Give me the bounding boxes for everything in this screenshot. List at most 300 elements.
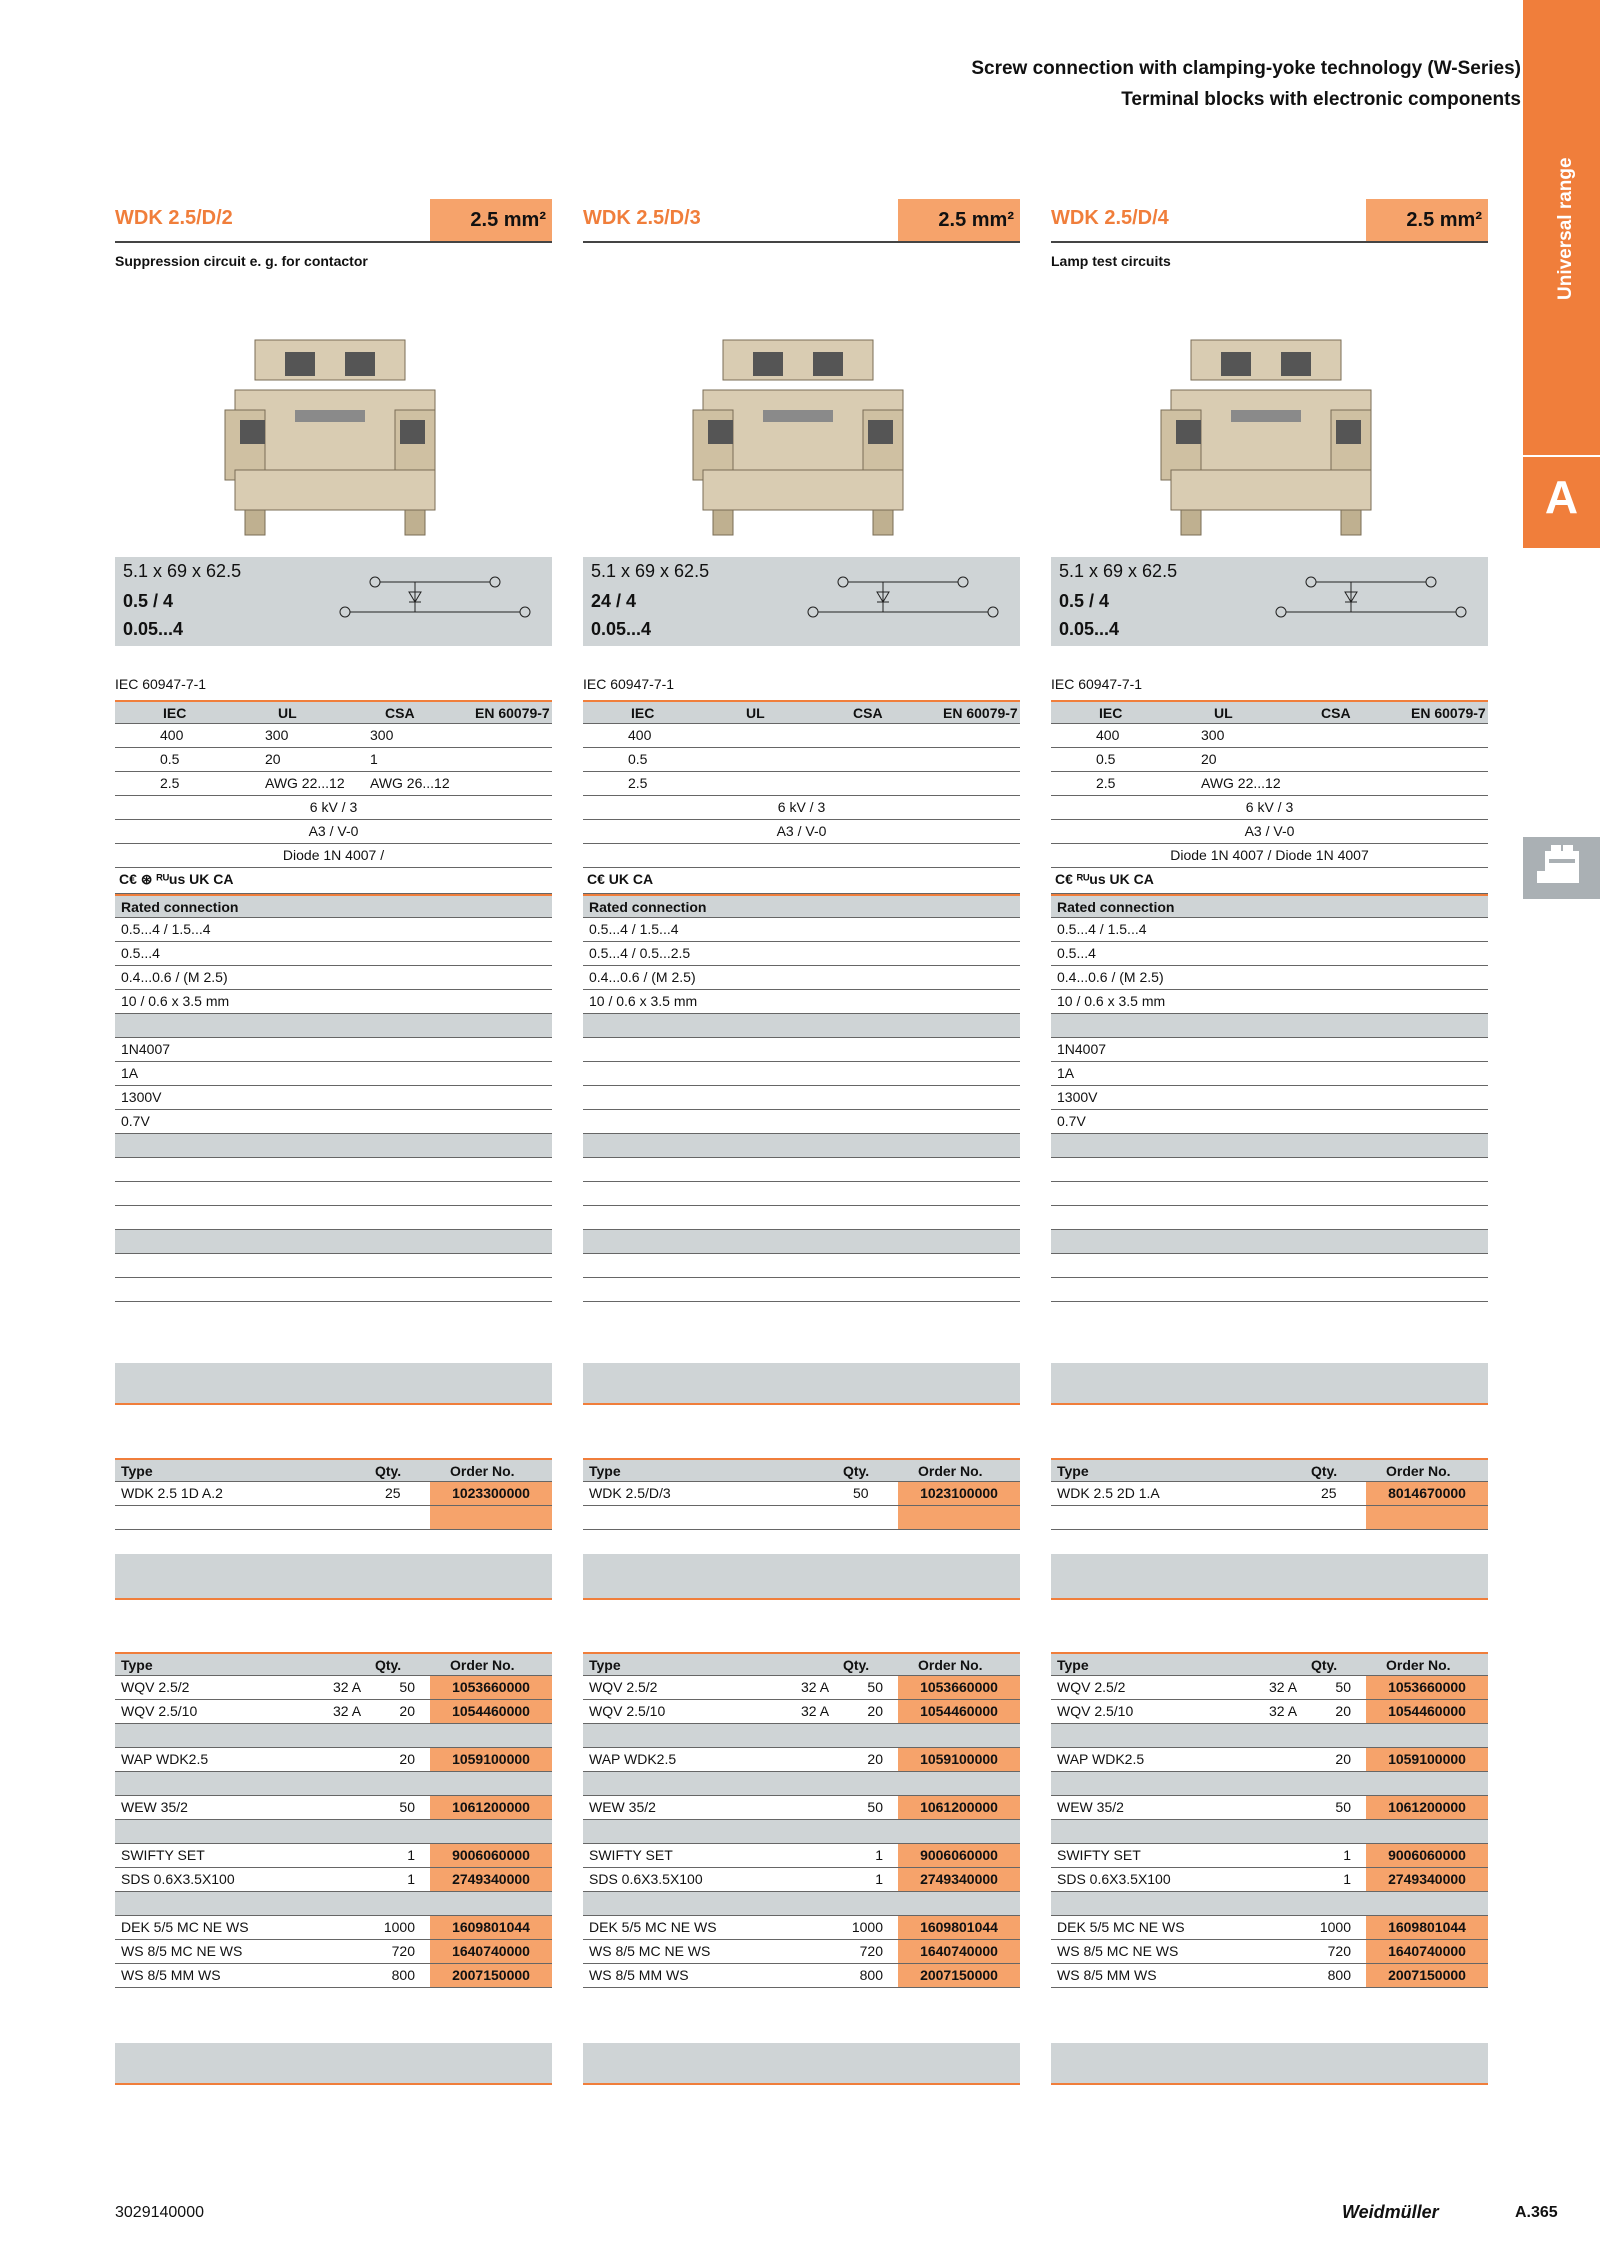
side-tab-label: Universal range (1555, 157, 1576, 300)
rating: 0.5 / 4 (1059, 591, 1110, 611)
approval-marks: C€ UK CA (587, 871, 654, 887)
accessory-row (115, 1676, 552, 1700)
range: 0.05...4 (123, 619, 184, 639)
standard-label: IEC 60947-7-1 (115, 676, 207, 692)
accessory-row (583, 1700, 1020, 1724)
accessories-band (1051, 2043, 1488, 2085)
accessory-order-number: 1609801044 (898, 1916, 1020, 1939)
order-qty: 25 (1321, 1485, 1337, 1501)
spacer-row (115, 1230, 552, 1254)
rated-row (583, 918, 1020, 942)
accessory-row (1051, 1844, 1488, 1868)
accessory-row (115, 1916, 552, 1940)
rated-value: 10 / 0.6 x 3.5 mm (589, 993, 698, 1009)
accessory-qty: 800 (859, 1967, 883, 1983)
acc-header-no: Order No. (918, 1657, 983, 1673)
accessory-qty: 1 (875, 1871, 883, 1887)
rated-value: 0.4...0.6 / (M 2.5) (589, 969, 696, 985)
circuit-diagram (335, 567, 535, 630)
accessory-type: WS 8/5 MC NE WS (1057, 1943, 1179, 1959)
approvals-cell: 0.5 (160, 751, 180, 767)
accessory-qty: 800 (1327, 1967, 1351, 1983)
approvals-header-cell: CSA (853, 705, 883, 721)
approvals-row (583, 724, 1020, 748)
electronic-row (583, 1062, 1020, 1086)
approvals-header-cell: UL (746, 705, 765, 721)
approvals-header-cell: EN 60079-7 (943, 705, 1018, 721)
acc-header-qty: Qty. (375, 1657, 402, 1673)
rated-value: 0.5...4 / 1.5...4 (589, 921, 679, 937)
order-header-qty: Qty. (375, 1463, 402, 1479)
approvals-header-cell: UL (278, 705, 297, 721)
component-row (583, 844, 1020, 868)
product-title: WDK 2.5/D/4 (1051, 207, 1169, 229)
accessory-row (1051, 1796, 1488, 1820)
order-number: 8014670000 (1366, 1482, 1488, 1505)
accessory-type: WAP WDK2.5 (1057, 1751, 1145, 1767)
accessory-qty: 1 (407, 1847, 415, 1863)
order-type: WDK 2.5 2D 1.A (1057, 1485, 1160, 1501)
rated-value: 10 / 0.6 x 3.5 mm (121, 993, 230, 1009)
dimensions: 5.1 x 69 x 62.5 (591, 561, 710, 581)
component-value: Diode 1N 4007 / (282, 847, 385, 863)
electronic-value: 1N4007 (1057, 1041, 1107, 1057)
accessory-amp: 32 A (801, 1703, 830, 1719)
blank-row (1051, 1182, 1488, 1206)
accessory-order-number: 1059100000 (898, 1748, 1020, 1771)
accessory-type: SWIFTY SET (1057, 1847, 1141, 1863)
accessory-type: SDS 0.6X3.5X100 (589, 1871, 703, 1887)
accessory-row (1051, 1940, 1488, 1964)
approvals-cell: AWG 26...12 (370, 775, 450, 791)
approvals-row (1051, 724, 1488, 748)
order-number: 1023300000 (430, 1482, 552, 1505)
accessory-type: WEW 35/2 (121, 1799, 188, 1815)
flammability-row (1051, 820, 1488, 844)
accessory-row (115, 1940, 552, 1964)
accessory-order-number: 1640740000 (1366, 1940, 1488, 1963)
accessory-order-number: 1054460000 (1366, 1700, 1488, 1723)
spacer-row (115, 1724, 552, 1748)
spacer-row (1051, 1772, 1488, 1796)
order-number-empty (430, 1506, 552, 1529)
accessory-qty: 1 (1343, 1871, 1351, 1887)
accessory-type: WS 8/5 MC NE WS (589, 1943, 711, 1959)
insulation-row (115, 796, 552, 820)
accessories-band (583, 2043, 1020, 2085)
accessory-qty: 800 (391, 1967, 415, 1983)
approvals-cell: 300 (370, 727, 394, 743)
accessory-row (583, 1916, 1020, 1940)
accessory-type: WQV 2.5/10 (1057, 1703, 1134, 1719)
product-column-3 (1051, 0, 1488, 2263)
accessory-type: WQV 2.5/10 (121, 1703, 198, 1719)
approvals-header-cell: CSA (1321, 705, 1351, 721)
electronic-row (1051, 1086, 1488, 1110)
order-empty-row (115, 1506, 552, 1530)
rated-connection-label: Rated connection (589, 899, 707, 915)
accessory-row (583, 1844, 1020, 1868)
accessory-type: SDS 0.6X3.5X100 (1057, 1871, 1171, 1887)
accessory-row (115, 1964, 552, 1988)
spacer-row (1051, 1724, 1488, 1748)
accessory-type: WEW 35/2 (1057, 1799, 1124, 1815)
accessory-row (583, 1748, 1020, 1772)
order-type: WDK 2.5 1D A.2 (121, 1485, 223, 1501)
blank-row (115, 1158, 552, 1182)
rated-value: 0.5...4 / 1.5...4 (1057, 921, 1147, 937)
approvals-cell: 20 (1201, 751, 1217, 767)
order-header-no: Order No. (918, 1463, 983, 1479)
approvals-cell: 20 (265, 751, 281, 767)
rated-row (115, 966, 552, 990)
section-band (1051, 1363, 1488, 1405)
spacer-row (1051, 1134, 1488, 1158)
order-number-empty (898, 1506, 1020, 1529)
order-empty-row (583, 1506, 1020, 1530)
rated-row (1051, 990, 1488, 1014)
electronic-row (1051, 1062, 1488, 1086)
accessory-order-number: 2007150000 (898, 1964, 1020, 1987)
accessory-type: WAP WDK2.5 (121, 1751, 209, 1767)
flammability-value: A3 / V-0 (308, 823, 359, 839)
approvals-row (115, 772, 552, 796)
approvals-row (1051, 748, 1488, 772)
approvals-header-cell: UL (1214, 705, 1233, 721)
rated-connection-label: Rated connection (1057, 899, 1175, 915)
accessory-qty: 20 (1335, 1751, 1351, 1767)
accessory-qty: 20 (399, 1703, 415, 1719)
rated-row (115, 990, 552, 1014)
rated-value: 0.4...0.6 / (M 2.5) (121, 969, 228, 985)
order-band (115, 1554, 552, 1600)
accessory-type: SWIFTY SET (589, 1847, 673, 1863)
rated-value: 0.5...4 / 1.5...4 (121, 921, 211, 937)
approvals-cell: 400 (1096, 727, 1120, 743)
accessory-order-number: 1053660000 (430, 1676, 552, 1699)
accessory-type: WAP WDK2.5 (589, 1751, 677, 1767)
order-number-empty (1366, 1506, 1488, 1529)
electronic-row (115, 1110, 552, 1134)
rating: 24 / 4 (591, 591, 637, 611)
accessory-order-number: 1059100000 (430, 1748, 552, 1771)
blank-row (1051, 1158, 1488, 1182)
accessory-order-number: 1053660000 (1366, 1676, 1488, 1699)
accessory-order-number: 1640740000 (898, 1940, 1020, 1963)
accessory-qty: 50 (1335, 1799, 1351, 1815)
page-number: A.365 (1515, 2204, 1558, 2221)
side-tab (1523, 0, 1600, 548)
blank-row (1051, 1278, 1488, 1302)
brand-logo: Weidmüller (1342, 2202, 1439, 2222)
accessory-amp: 32 A (333, 1679, 362, 1695)
accessory-order-number: 9006060000 (430, 1844, 552, 1867)
electronic-value: 0.7V (121, 1113, 150, 1129)
accessory-amp: 32 A (1269, 1679, 1298, 1695)
order-band (583, 1554, 1020, 1600)
blank-row (115, 1278, 552, 1302)
accessory-order-number: 1054460000 (898, 1700, 1020, 1723)
approval-marks-row (1051, 868, 1488, 894)
order-header (1051, 1458, 1488, 1482)
spacer-row (583, 1134, 1020, 1158)
accessory-qty: 720 (391, 1943, 415, 1959)
electronic-row (583, 1038, 1020, 1062)
approvals-cell: 1 (370, 751, 378, 767)
cross-section-badge: 2.5 mm² (430, 199, 552, 241)
blank-row (583, 1278, 1020, 1302)
accessory-qty: 50 (867, 1679, 883, 1695)
specs-summary (583, 557, 1020, 646)
section-band (115, 1363, 552, 1405)
rated-row (583, 942, 1020, 966)
accessory-type: DEK 5/5 MC NE WS (1057, 1919, 1185, 1935)
accessory-order-number: 1053660000 (898, 1676, 1020, 1699)
product-title: WDK 2.5/D/3 (583, 207, 701, 229)
accessories-header (115, 1652, 552, 1676)
accessory-order-number: 1061200000 (430, 1796, 552, 1819)
side-tab-letter: A (1544, 471, 1579, 523)
accessory-qty: 20 (867, 1751, 883, 1767)
order-header-type: Type (589, 1463, 621, 1479)
rated-row (1051, 966, 1488, 990)
approvals-row (583, 748, 1020, 772)
accessory-row (1051, 1700, 1488, 1724)
rated-value: 0.5...4 (121, 945, 160, 961)
component-value: Diode 1N 4007 / Diode 1N 4007 (1170, 847, 1369, 863)
acc-header-qty: Qty. (1311, 1657, 1338, 1673)
standard-label: IEC 60947-7-1 (1051, 676, 1143, 692)
blank-row (115, 1254, 552, 1278)
product-image (1151, 320, 1391, 563)
order-header-type: Type (1057, 1463, 1089, 1479)
spacer-row (583, 1230, 1020, 1254)
approvals-header-cell: EN 60079-7 (1411, 705, 1486, 721)
accessory-order-number: 9006060000 (1366, 1844, 1488, 1867)
order-row (583, 1482, 1020, 1506)
spacer-row (1051, 1230, 1488, 1254)
product-image (683, 320, 923, 563)
terminal-block-icon (1523, 837, 1600, 899)
accessory-type: SWIFTY SET (121, 1847, 205, 1863)
product-image (215, 320, 455, 563)
approvals-cell: 0.5 (628, 751, 648, 767)
accessory-row (1051, 1868, 1488, 1892)
accessory-order-number: 1061200000 (1366, 1796, 1488, 1819)
rated-row (115, 918, 552, 942)
product-title-bar (583, 199, 1020, 243)
order-header (115, 1458, 552, 1482)
order-empty-row (1051, 1506, 1488, 1530)
accessory-order-number: 2749340000 (898, 1868, 1020, 1891)
accessory-order-number: 2749340000 (1366, 1868, 1488, 1891)
accessory-type: WQV 2.5/2 (121, 1679, 190, 1695)
accessory-row (1051, 1748, 1488, 1772)
flammability-value: A3 / V-0 (1244, 823, 1295, 839)
range: 0.05...4 (591, 619, 652, 639)
rated-connection-header (1051, 894, 1488, 918)
flammability-value: A3 / V-0 (776, 823, 827, 839)
blank-row (583, 1206, 1020, 1230)
accessory-qty: 50 (399, 1799, 415, 1815)
accessory-qty: 720 (1327, 1943, 1351, 1959)
header-line1: Screw connection with clamping-yoke technology (W-Series) (971, 58, 1521, 79)
insulation-value: 6 kV / 3 (309, 799, 358, 815)
accessory-qty: 1000 (383, 1919, 415, 1935)
accessory-order-number: 1059100000 (1366, 1748, 1488, 1771)
accessory-qty: 1 (407, 1871, 415, 1887)
approvals-cell: 2.5 (628, 775, 648, 791)
electronic-value: 1A (121, 1065, 139, 1081)
approvals-header (1051, 700, 1488, 724)
specs-summary (115, 557, 552, 646)
insulation-row (583, 796, 1020, 820)
accessory-type: WS 8/5 MM WS (121, 1967, 221, 1983)
approvals-cell: 0.5 (1096, 751, 1116, 767)
approval-marks: C€ ᴿᵁus UK CA (1055, 871, 1154, 887)
rated-value: 0.5...4 (1057, 945, 1096, 961)
accessory-row (1051, 1676, 1488, 1700)
approvals-header-cell: IEC (631, 705, 655, 721)
order-row (115, 1482, 552, 1506)
accessory-type: WEW 35/2 (589, 1799, 656, 1815)
dimensions: 5.1 x 69 x 62.5 (123, 561, 242, 581)
electronic-value: 1A (1057, 1065, 1075, 1081)
spacer-row (583, 1724, 1020, 1748)
insulation-row (1051, 796, 1488, 820)
spacer-row (1051, 1820, 1488, 1844)
accessory-row (583, 1796, 1020, 1820)
accessory-order-number: 9006060000 (898, 1844, 1020, 1867)
side-tab-divider (1523, 455, 1600, 457)
order-band (1051, 1554, 1488, 1600)
spacer-row (115, 1134, 552, 1158)
rated-value: 0.5...4 / 0.5...2.5 (589, 945, 691, 961)
circuit-diagram (803, 567, 1003, 630)
blank-row (115, 1206, 552, 1230)
order-number: 1023100000 (898, 1482, 1020, 1505)
spacer-row (583, 1820, 1020, 1844)
approvals-row (1051, 772, 1488, 796)
accessory-order-number: 1609801044 (1366, 1916, 1488, 1939)
rated-row (115, 942, 552, 966)
accessory-order-number: 2749340000 (430, 1868, 552, 1891)
order-qty: 25 (385, 1485, 401, 1501)
approvals-cell: 400 (160, 727, 184, 743)
accessory-row (1051, 1916, 1488, 1940)
accessory-qty: 50 (1335, 1679, 1351, 1695)
footer-code: 3029140000 (115, 2204, 204, 2221)
approvals-cell: 300 (1201, 727, 1225, 743)
spacer-row (1051, 1014, 1488, 1038)
order-header-qty: Qty. (843, 1463, 870, 1479)
accessory-row (115, 1868, 552, 1892)
electronic-value: 1300V (1057, 1089, 1098, 1105)
product-title-bar (1051, 199, 1488, 243)
order-type: WDK 2.5/D/3 (589, 1485, 671, 1501)
rated-value: 10 / 0.6 x 3.5 mm (1057, 993, 1166, 1009)
order-header-no: Order No. (450, 1463, 515, 1479)
approvals-header (115, 700, 552, 724)
accessory-order-number: 1640740000 (430, 1940, 552, 1963)
dimensions: 5.1 x 69 x 62.5 (1059, 561, 1178, 581)
accessory-order-number: 2007150000 (1366, 1964, 1488, 1987)
accessory-qty: 20 (867, 1703, 883, 1719)
approvals-header (583, 700, 1020, 724)
flammability-row (115, 820, 552, 844)
blank-row (583, 1158, 1020, 1182)
component-row (1051, 844, 1488, 868)
component-row (115, 844, 552, 868)
accessory-row (583, 1964, 1020, 1988)
approval-marks-row (115, 868, 552, 894)
blank-row (583, 1182, 1020, 1206)
rated-connection-header (583, 894, 1020, 918)
accessory-type: WS 8/5 MM WS (1057, 1967, 1157, 1983)
spacer-row (583, 1014, 1020, 1038)
acc-header-type: Type (589, 1657, 621, 1673)
approval-marks: C€ ⊛ ᴿᵁus UK CA (119, 871, 234, 887)
acc-header-no: Order No. (1386, 1657, 1451, 1673)
acc-header-no: Order No. (450, 1657, 515, 1673)
electronic-row (1051, 1110, 1488, 1134)
accessory-type: WQV 2.5/2 (589, 1679, 658, 1695)
approvals-cell: AWG 22...12 (265, 775, 345, 791)
product-description: Suppression circuit e. g. for contactor (115, 253, 368, 269)
rated-row (1051, 918, 1488, 942)
spacer-row (583, 1772, 1020, 1796)
electronic-row (583, 1110, 1020, 1134)
blank-row (1051, 1254, 1488, 1278)
accessory-qty: 50 (399, 1679, 415, 1695)
acc-header-type: Type (121, 1657, 153, 1673)
approvals-header-cell: IEC (163, 705, 187, 721)
spacer-row (115, 1772, 552, 1796)
spacer-row (583, 1892, 1020, 1916)
approvals-cell: 2.5 (160, 775, 180, 791)
electronic-row (115, 1062, 552, 1086)
spacer-row (115, 1892, 552, 1916)
approvals-row (115, 724, 552, 748)
order-header-no: Order No. (1386, 1463, 1451, 1479)
rated-row (583, 990, 1020, 1014)
approvals-row (583, 772, 1020, 796)
insulation-value: 6 kV / 3 (777, 799, 826, 815)
circuit-diagram (1271, 567, 1471, 630)
product-title: WDK 2.5/D/2 (115, 207, 233, 229)
electronic-row (583, 1086, 1020, 1110)
accessory-row (583, 1676, 1020, 1700)
electronic-row (115, 1086, 552, 1110)
accessory-order-number: 1054460000 (430, 1700, 552, 1723)
electronic-value: 1N4007 (121, 1041, 171, 1057)
accessory-qty: 1 (1343, 1847, 1351, 1863)
accessories-header (583, 1652, 1020, 1676)
accessories-band (115, 2043, 552, 2085)
order-header-qty: Qty. (1311, 1463, 1338, 1479)
electronic-value: 0.7V (1057, 1113, 1086, 1129)
cross-section-badge: 2.5 mm² (1366, 199, 1488, 241)
accessory-type: WQV 2.5/10 (589, 1703, 666, 1719)
approvals-cell: AWG 22...12 (1201, 775, 1281, 791)
accessory-type: WS 8/5 MC NE WS (121, 1943, 243, 1959)
rated-row (583, 966, 1020, 990)
blank-row (1051, 1206, 1488, 1230)
approvals-cell: 400 (628, 727, 652, 743)
order-row (1051, 1482, 1488, 1506)
standard-label: IEC 60947-7-1 (583, 676, 675, 692)
cross-section-badge: 2.5 mm² (898, 199, 1020, 241)
